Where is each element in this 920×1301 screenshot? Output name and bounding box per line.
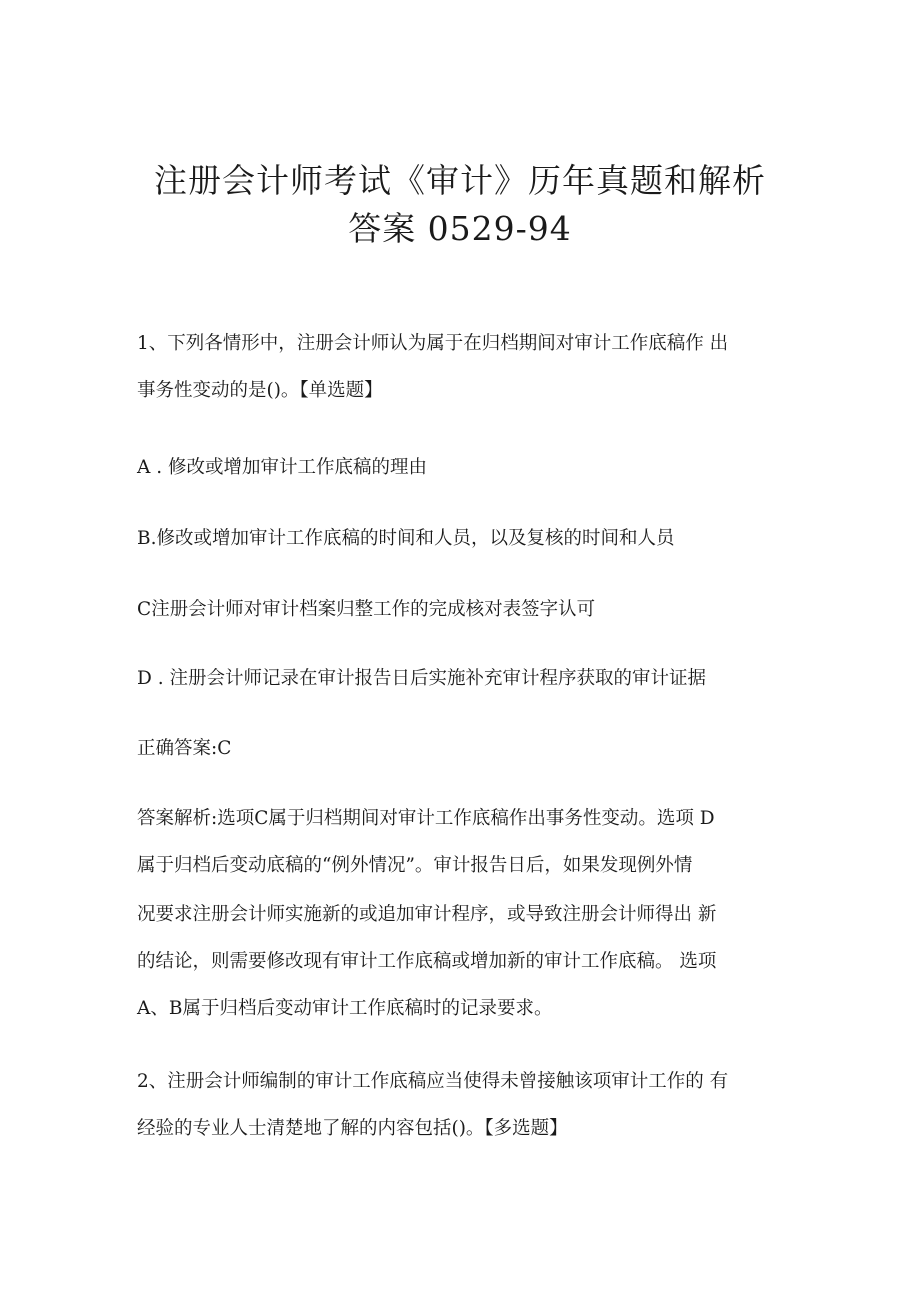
q1-stem-line2: 事务性变动的是()。【单选题】 [137, 380, 383, 401]
q1-analysis-line4: 的结论，则需要修改现有审计工作底稿或增加新的审计工作底稿。 选项 [137, 951, 717, 972]
q1-analysis-line3: 况要求注册会计师实施新的或追加审计程序，或导致注册会计师得出 新 [137, 904, 717, 925]
q1-option-d: D . 注册会计师记录在审计报告日后实施补充审计程序获取的审计证据 [137, 668, 706, 689]
q1-answer: 正确答案:C [137, 738, 232, 759]
q2-stem-line1: 2、注册会计师编制的审计工作底稿应当使得未曾接触该项审计工作的 有 [137, 1071, 729, 1092]
q2-stem-line2: 经验的专业人士清楚地了解的内容包括()。【多选题】 [137, 1118, 568, 1139]
document-title-line1: 注册会计师考试《审计》历年真题和解析 [154, 161, 766, 200]
q1-option-b: B.修改或增加审计工作底稿的时间和人员，以及复核的时间和人员 [137, 528, 675, 549]
q1-option-c: C注册会计师对审计档案归整工作的完成核对表签字认可 [137, 599, 596, 620]
q1-option-a: A . 修改或增加审计工作底稿的理由 [137, 457, 428, 478]
q1-analysis-line5: A、B属于归档后变动审计工作底稿时的记录要求。 [137, 998, 553, 1019]
document-title-line2: 答案 0529-94 [348, 209, 572, 248]
q1-analysis-line2: 属于归档后变动底稿的“例外情况”。审计报告日后，如果发现例外情 [137, 855, 693, 876]
q1-analysis-line1: 答案解析:选项C属于归档期间对审计工作底稿作出事务性变动。选项 D [137, 808, 715, 829]
q1-stem-line1: 1、下列各情形中，注册会计师认为属于在归档期间对审计工作底稿作 出 [137, 333, 729, 354]
